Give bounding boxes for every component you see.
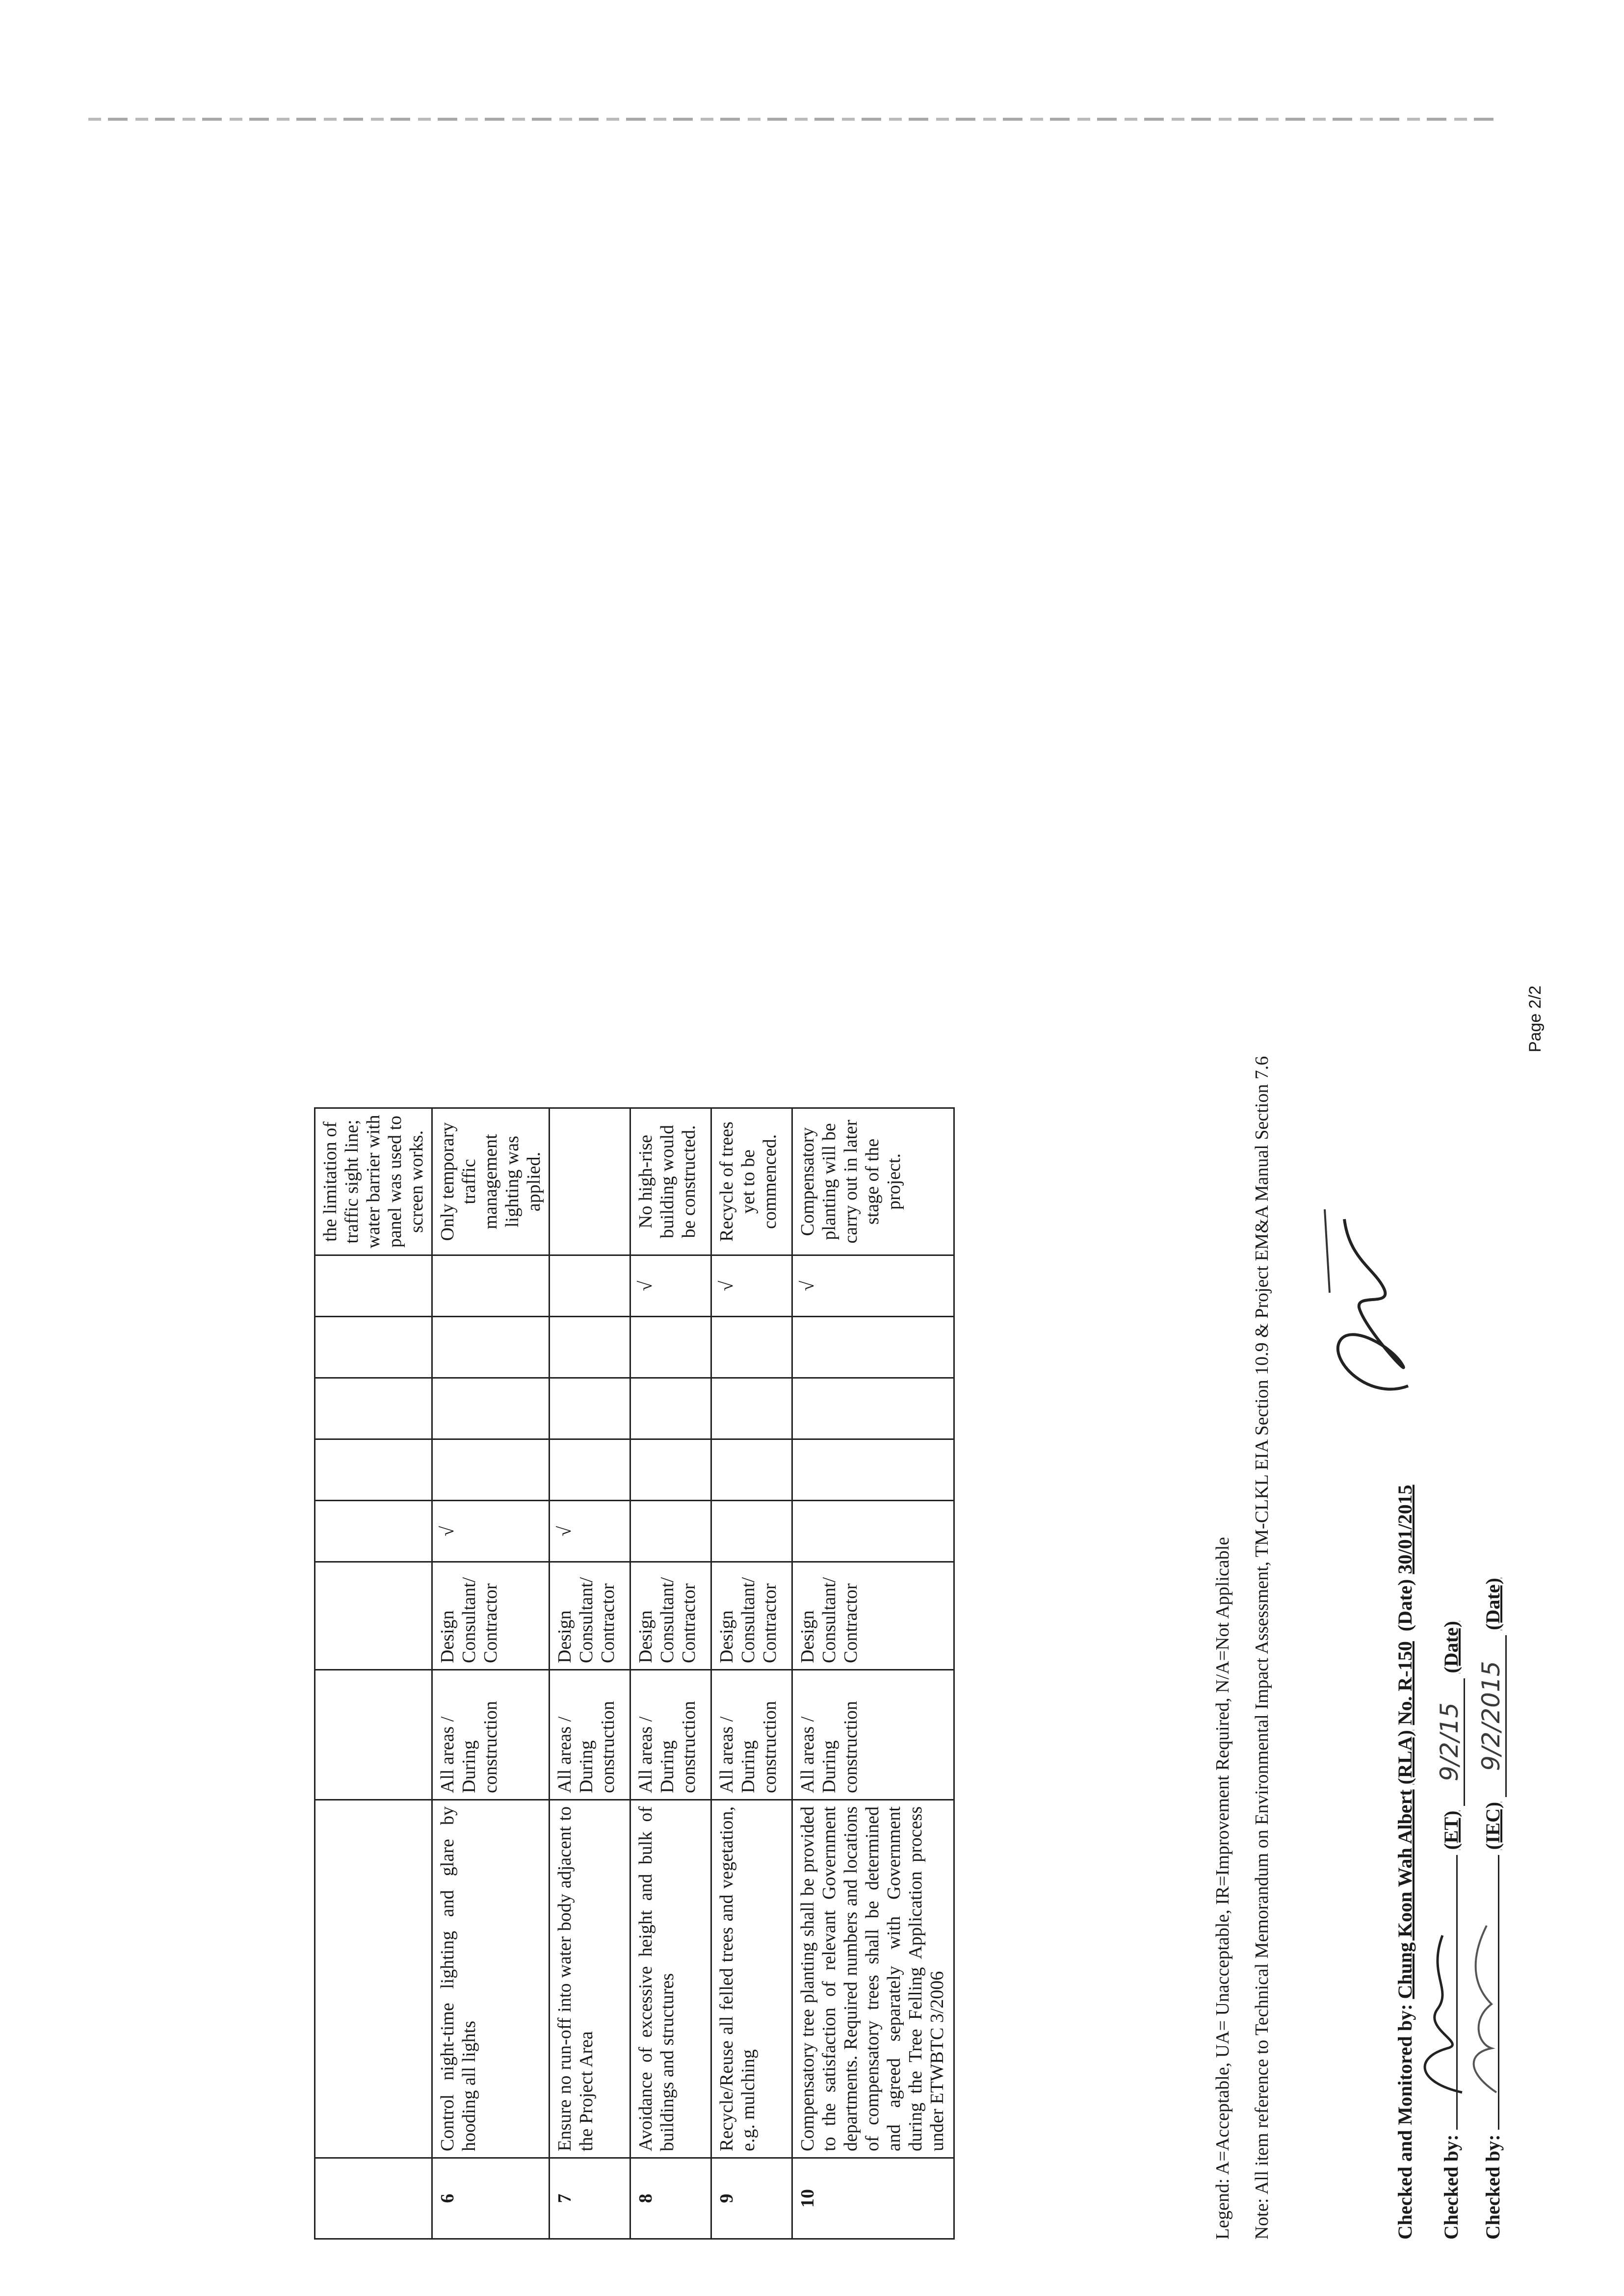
mitigation-measure: Recycle/Reuse all felled trees and vegetation, e.g. mulching [711,1800,792,2158]
em-a-checklist-table [314,1107,955,2240]
status-tick [432,1255,550,1317]
implementation-agent: Design Consultant/ Contractor [550,1562,630,1670]
remarks-cell: Recycle of trees yet to be commenced. [711,1108,792,1255]
status-tick: √ [432,1501,550,1562]
rla-date: 30/01/2015 [1394,1485,1416,1574]
remarks-cell: the limitation of traffic sight line; water barrier with panel was used to screen works. [315,1108,432,1255]
status-tick [792,1501,954,1562]
signoff-line-rla [1393,1485,1416,2240]
note-text: Note: All item reference to Technical Memorandum on Environmental Impact Assessment, TM-CLKL EIA Section 10.9 & Project EM&A Manual Section 7.6 [1252,1056,1272,2240]
page-number: Page 2/2 [1526,985,1545,1052]
rotated-page-content [270,326,1570,2289]
iec-role: (IEC) [1482,1801,1504,1850]
status-tick [550,1255,630,1317]
legend-text: Legend: A=Acceptable, UA= Unacceptable, IR=Improvement Required, N/A=Not Applicable [1212,1537,1233,2240]
status-tick [711,1501,792,1562]
date-label: (Date) [1482,1578,1504,1630]
signoff-line-iec [1477,1578,1507,2240]
date-label: (Date) [1440,1620,1462,1673]
signoff-prefix: Checked by: [1482,2134,1504,2240]
status-tick [630,1501,711,1562]
table-row [550,1108,630,2239]
status-tick: √ [630,1255,711,1317]
remarks-cell [550,1108,630,1255]
location-timing: All areas / During construction [630,1670,711,1800]
mitigation-measure: Ensure no run-off into water body adjacent to the Project Area [550,1800,630,2158]
iec-handwritten-date: 9/2/2015 [1477,1661,1505,1772]
signoff-prefix: Checked and Monitored by: [1394,2004,1416,2240]
table-row [711,1108,792,2239]
location-timing: All areas / During construction [711,1670,792,1800]
rla-number: No. R-150 [1394,1641,1416,1725]
table-row [630,1108,711,2239]
remarks-cell: Compensatory planting will be carry out in later stage of the project. [792,1108,954,1255]
implementation-agent: Design Consultant/ Contractor [711,1562,792,1670]
item-number: 6 [432,2158,550,2239]
status-tick: √ [711,1255,792,1317]
remarks-cell: Only temporary traffic management lighting was applied. [432,1108,550,1255]
item-number: 9 [711,2158,792,2239]
rla-name: Chung Koon Wah Albert [1394,1789,1416,1999]
iec-signature-graphic [1457,1916,1506,2102]
status-tick: √ [792,1255,954,1317]
item-number: 7 [550,2158,630,2239]
et-role: (ET) [1440,1810,1462,1850]
item-number: 8 [630,2158,711,2239]
table-row [792,1108,954,2239]
item-number: 10 [792,2158,954,2239]
mitigation-measure: Control night-time lighting and glare by hooding all lights [432,1800,550,2158]
remarks-cell: No high-rise building would be constructed. [630,1108,711,1255]
date-label: (Date) [1394,1579,1416,1632]
implementation-agent: Design Consultant/ Contractor [792,1562,954,1670]
implementation-agent: Design Consultant/ Contractor [432,1562,550,1670]
rla-signature-graphic [1310,1200,1418,1406]
location-timing: All areas / During construction [432,1670,550,1800]
implementation-agent: Design Consultant/ Contractor [630,1562,711,1670]
scan-artifact-line [88,118,1501,121]
mitigation-measure: Avoidance of excessive height and bulk of buildings and structures [630,1800,711,2158]
location-timing: All areas / During construction [792,1670,954,1800]
signoff-prefix: Checked by: [1440,2134,1462,2240]
location-timing: All areas / During construction [550,1670,630,1800]
status-tick: √ [550,1501,630,1562]
table-row-continued [315,1108,432,2239]
et-handwritten-date: 9/2/15 [1435,1702,1464,1782]
table-row [432,1108,550,2239]
rla-role: (RLA) [1394,1730,1416,1785]
mitigation-measure: Compensatory tree planting shall be provided to the satisfaction of relevant Government departments. Required numbers and locations of compensatory trees shall be determined and agreed separately with Government during the Tree Felling Application process under ETWBTC 3/2006 [792,1800,954,2158]
